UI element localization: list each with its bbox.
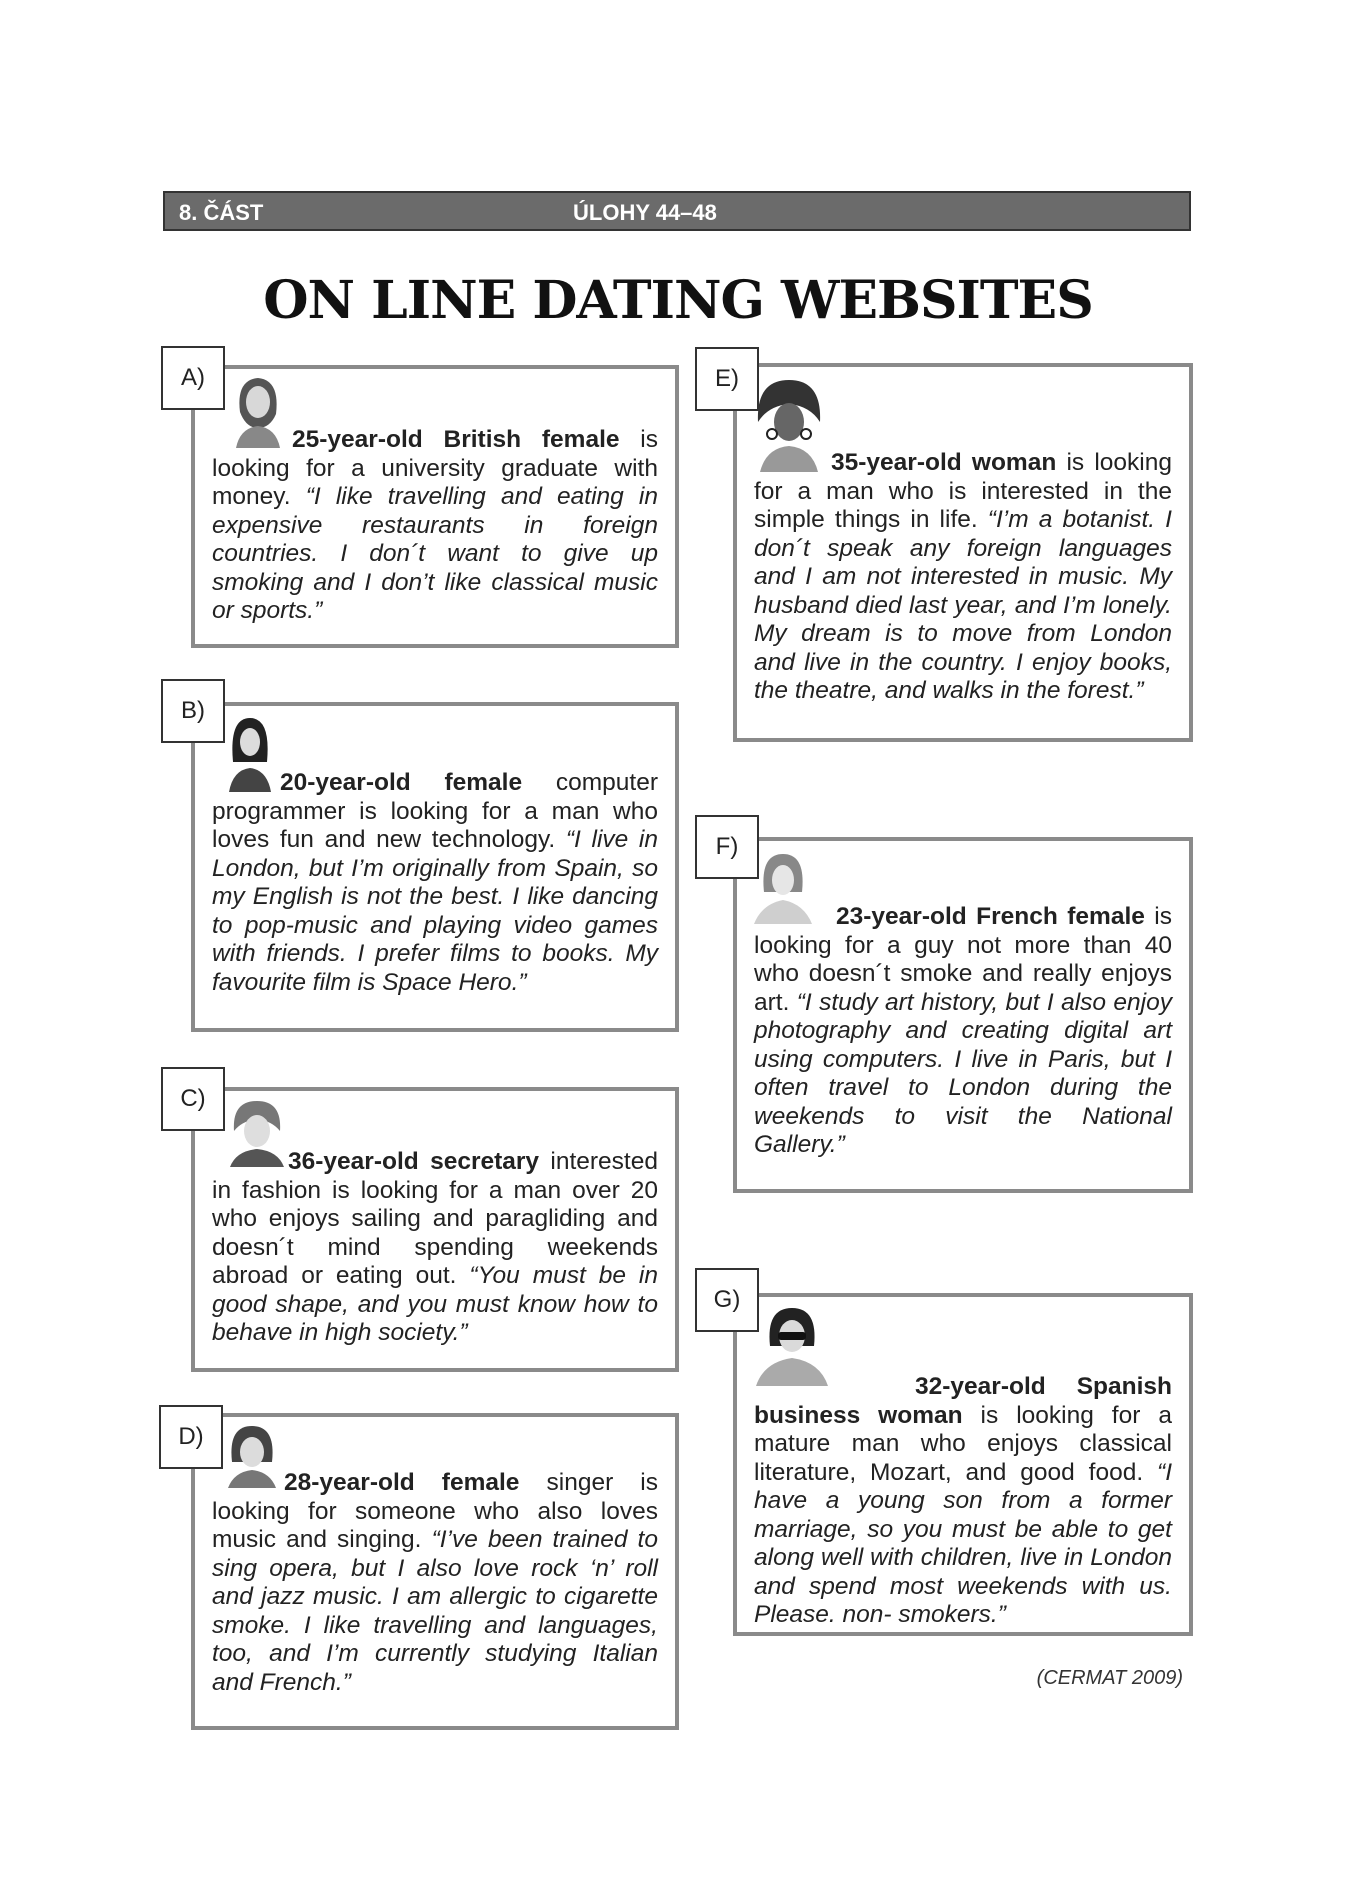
ad-text-b: [212, 769, 658, 997]
section-header-bar: [163, 191, 1191, 231]
ad-text-c: [212, 1148, 658, 1348]
ad-body-f: is looking for a guy not more than 40 who doesn´t smoke and really enjoys art.: [754, 903, 1172, 1016]
ad-letter-b: B): [161, 679, 225, 743]
ad-text-d: [212, 1469, 658, 1697]
ad-text-g: [754, 1373, 1172, 1630]
ad-letter-e: E): [695, 347, 759, 411]
ad-quote-a: “I like travelling and eating in expensive restaurants in foreign countries. I don´t want to give up smoking and I don’t like classical music or sports.”: [212, 483, 658, 624]
ad-quote-d: “I’ve been trained to sing opera, but I also love rock ‘n’ roll and jazz music. I am allergic to cigarette smoke. I like travelling and languages, too, and I’m currently studying Italian and French.”: [212, 1526, 658, 1696]
ad-lead-b: 20-year-old female: [280, 769, 523, 796]
page-title: ON LINE DATING WEBSITES: [263, 270, 1093, 331]
ad-quote-e: “I’m a botanist. I don´t speak any foreign languages and I am not interested in music. My husband died last year, and I’m lonely. My dream is to move from London and live in the country. I enjoy books, the theatre, and walks in the forest.”: [754, 506, 1172, 704]
ad-body-b: computer programmer is looking for a man who loves fun and new technology.: [212, 769, 658, 853]
ad-lead-d: 28-year-old female: [284, 1469, 520, 1496]
ad-letter-c: C): [161, 1067, 225, 1131]
ad-letter-d: D): [159, 1405, 223, 1469]
ad-quote-b: “I live in London, but I’m originally from Spain, so my English is not the best. I like dancing to pop-music and playing video games with friends. I prefer films to books. My favourite film is Space Hero.”: [212, 826, 658, 996]
ad-letter-a: A): [161, 346, 225, 410]
source-citation: (CERMAT 2009): [1036, 1667, 1183, 1689]
section-part-label: 8. ČÁST: [179, 200, 264, 225]
ad-body-a: is looking for a university graduate with money.: [212, 426, 658, 510]
ad-quote-f: “I study art history, but I also enjoy photography and creating digital art using computers. I live in Paris, but I often travel to London during the weekends to visit the National Gallery.”: [754, 988, 1172, 1158]
ad-body-e: is looking for a man who is interested in the simple things in life.: [754, 449, 1172, 533]
section-tasks-label: ÚLOHY 44–48: [573, 200, 717, 225]
ad-body-c: interested in fashion is looking for a man over 20 who enjoys sailing and paragliding and doesn´t mind spending weekends abroad or eating out.: [212, 1148, 658, 1289]
ad-lead-a: 25-year-old British female: [292, 426, 620, 453]
ad-letter-f: F): [695, 815, 759, 879]
ad-letter-g: G): [695, 1268, 759, 1332]
ad-body-d: singer is looking for someone who also loves music and singing.: [212, 1469, 658, 1553]
ad-lead-e: 35-year-old woman: [831, 449, 1057, 476]
ad-lead-f: 23-year-old French female: [836, 903, 1145, 930]
ad-quote-g: “I have a young son from a former marriage, so you must be able to get along well with children, live in London and spend most weekends with us. Please. non- smokers.”: [754, 1458, 1172, 1628]
ad-text-e: [754, 449, 1172, 706]
ad-quote-c: “You must be in good shape, and you must know how to behave in high society.”: [212, 1262, 658, 1346]
ad-lead-g: 32-year-old Spanish business woman: [754, 1373, 1172, 1429]
ad-body-g: is looking for a mature man who enjoys classical literature, Mozart, and good food.: [754, 1401, 1172, 1486]
ad-text-f: [754, 903, 1172, 1160]
ad-lead-c: 36-year-old secretary: [288, 1148, 540, 1175]
ad-text-a: [212, 426, 658, 626]
